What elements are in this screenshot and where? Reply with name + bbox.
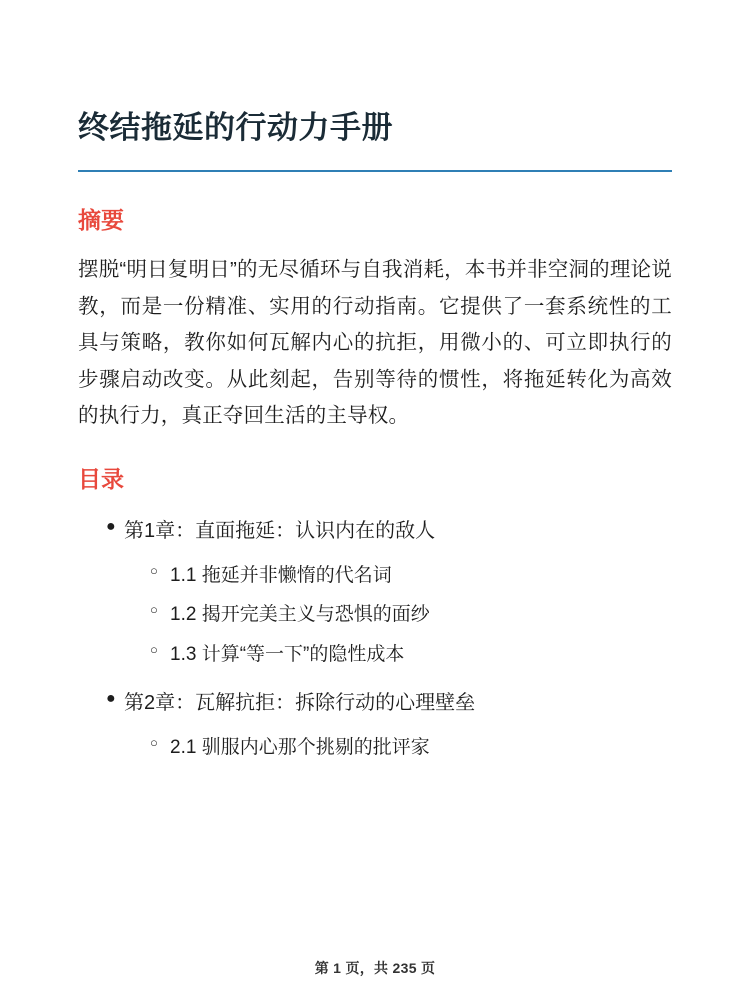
page-title: 终结拖延的行动力手册 — [78, 110, 393, 145]
toc-section-item[interactable] — [78, 595, 672, 635]
toc-section-item[interactable] — [78, 556, 672, 596]
toc-chapter-label: 第1章：直面拖延：认识内在的敌人 — [124, 519, 436, 542]
toc-chapter-group — [78, 683, 672, 768]
toc-section-list — [78, 728, 672, 768]
circle-outline-icon: ○ — [150, 602, 158, 618]
table-of-contents — [78, 511, 672, 769]
toc-section-list — [78, 556, 672, 676]
title-divider — [78, 170, 672, 172]
circle-outline-icon: ○ — [150, 642, 158, 658]
bullet-icon: ● — [106, 690, 116, 708]
toc-section-label: 1.2 揭开完美主义与恐惧的面纱 — [170, 604, 430, 626]
toc-chapter-group — [78, 511, 672, 676]
toc-chapter-item[interactable] — [78, 511, 672, 552]
abstract-heading: 摘要 — [78, 207, 124, 234]
toc-section-label: 1.3 计算“等一下”的隐性成本 — [170, 644, 405, 666]
page-footer: 第 1 页，共 235 页 — [314, 960, 436, 976]
toc-chapter-item[interactable] — [78, 683, 672, 724]
bullet-icon: ● — [106, 517, 116, 535]
circle-outline-icon: ○ — [150, 562, 158, 578]
toc-section-item[interactable] — [78, 635, 672, 675]
toc-section-label: 2.1 驯服内心那个挑剔的批评家 — [170, 737, 430, 759]
circle-outline-icon: ○ — [150, 735, 158, 751]
abstract-body: 摆脱“明日复明日”的无尽循环与自我消耗，本书并非空洞的理论说教，而是一份精准、实用的行动指南。它提供了一套系统性的工具与策略，教你如何瓦解内心的抗拒，用微小的、可立即执行的步骤启动改变。从此刻起，告别等待的惯性，将拖延转化为高效的执行力，真正夺回生活的主导权。 — [78, 258, 672, 428]
toc-section-label: 1.1 拖延并非懒惰的代名词 — [170, 564, 392, 586]
toc-section-item[interactable] — [78, 728, 672, 768]
toc-heading: 目录 — [78, 465, 124, 492]
toc-chapter-label: 第2章：瓦解抗拒：拆除行动的心理壁垒 — [124, 692, 476, 715]
